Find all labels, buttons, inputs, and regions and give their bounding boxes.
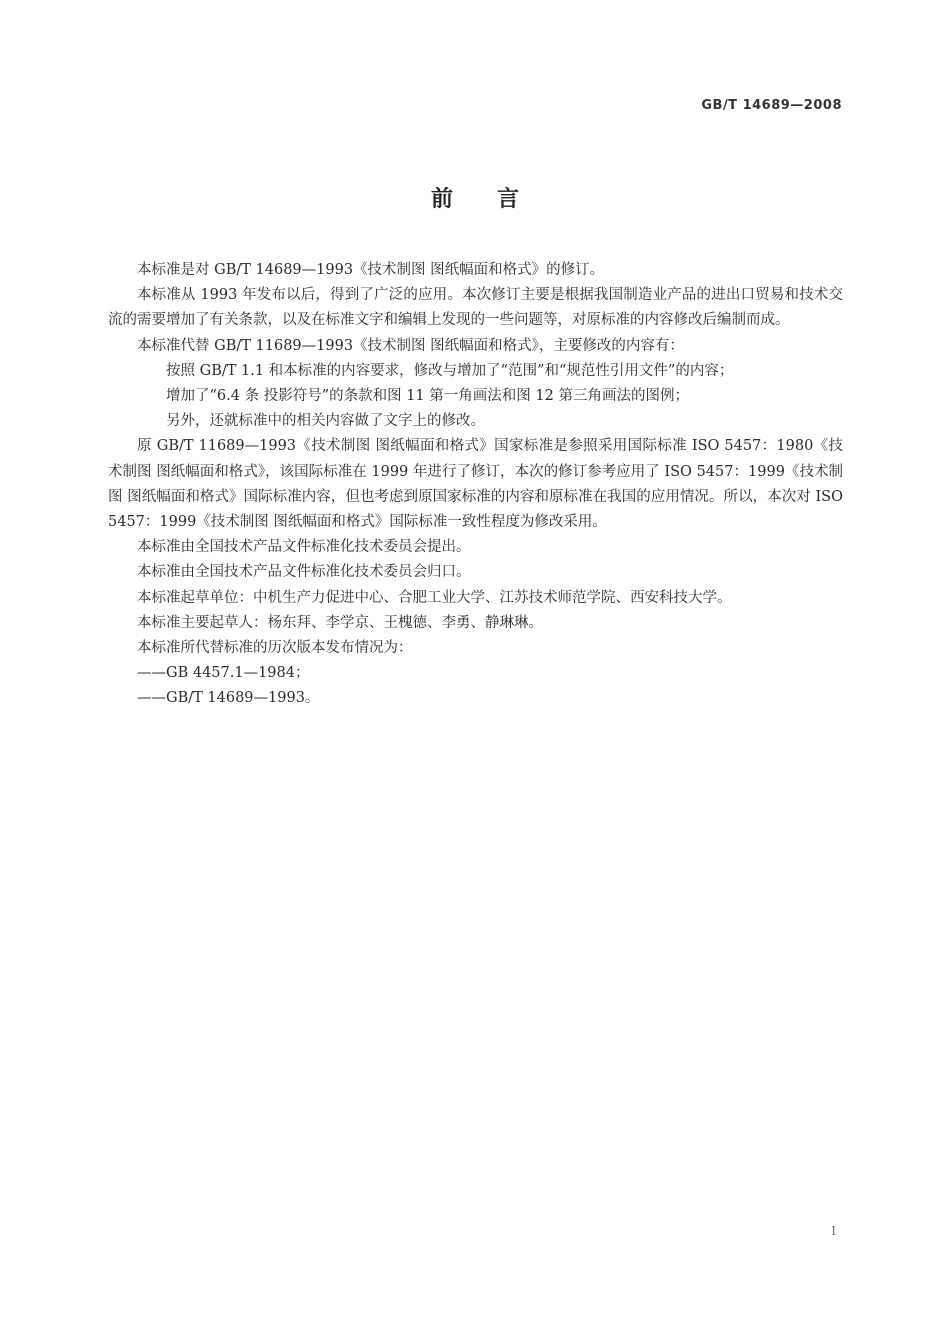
paragraph-revision-note: 本标准是对 GB/T 14689—1993《技术制图 图纸幅面和格式》的修订。 <box>137 262 605 278</box>
page-number: I <box>831 1224 836 1238</box>
page-title: 前言 <box>430 187 563 212</box>
history-item: ——GB 4457.1—1984； <box>137 665 310 682</box>
paragraph-history-intro: 本标准所代替标准的历次版本发布情况为： <box>137 640 413 657</box>
paragraph-change-1: 按照 GB/T 1.1 和本标准的内容要求，修改与增加了“范围”和“规范性引用文件”的内容； <box>166 362 734 379</box>
paragraph-proposed-by: 本标准由全国技术产品文件标准化技术委员会提出。 <box>137 539 471 556</box>
paragraph-background: 本标准从 1993 年发布以后，得到了广泛的应用。本次修订主要是根据我国制造业产品的进出口贸易和技术交流的需要增加了有关条款，以及在标准文字和编辑上发现的一些问题等，对原标准的内容修改后编制而成。 <box>108 287 843 329</box>
paragraph-change-3: 另外，还就标准中的相关内容做了文字上的修改。 <box>166 413 485 430</box>
paragraph-managed-by: 本标准由全国技术产品文件标准化技术委员会归口。 <box>137 564 471 581</box>
paragraph-drafters: 本标准主要起草人：杨东拜、李学京、王槐德、李勇、静琳琳。 <box>137 614 543 631</box>
history-item: ——GB/T 14689—1993。 <box>137 690 320 707</box>
paragraph-change-2: 增加了“6.4 条 投影符号”的条款和图 11 第一角画法和图 12 第三角画法的图例； <box>166 388 689 405</box>
standard-number: GB/T 14689—2008 <box>701 98 842 113</box>
paragraph-replaces: 本标准代替 GB/T 11689—1993《技术制图 图纸幅面和格式》，主要修改的内容有： <box>137 337 684 354</box>
paragraph-iso-reference: 原 GB/T 11689—1993《技术制图 图纸幅面和格式》国家标准是参照采用国际标准 ISO 5457：1980《技术制图 图纸幅面和格式》，该国际标准在 1999 年进行了修订，本次的修订参考应用了 ISO 5457：1999《技术制图 图纸幅面和格式》国际标准内容，但也考虑到原国家标准的内容和原标准在我国的应用情况。所以，本次对 ISO 5457：1999《技术制图 图纸幅面和格式》国际标准一致性程度为修改采用。 <box>108 438 843 531</box>
document-body <box>108 258 843 712</box>
paragraph-drafting-units: 本标准起草单位：中机生产力促进中心、合肥工业大学、江苏技术师范学院、西安科技大学。 <box>137 589 732 606</box>
